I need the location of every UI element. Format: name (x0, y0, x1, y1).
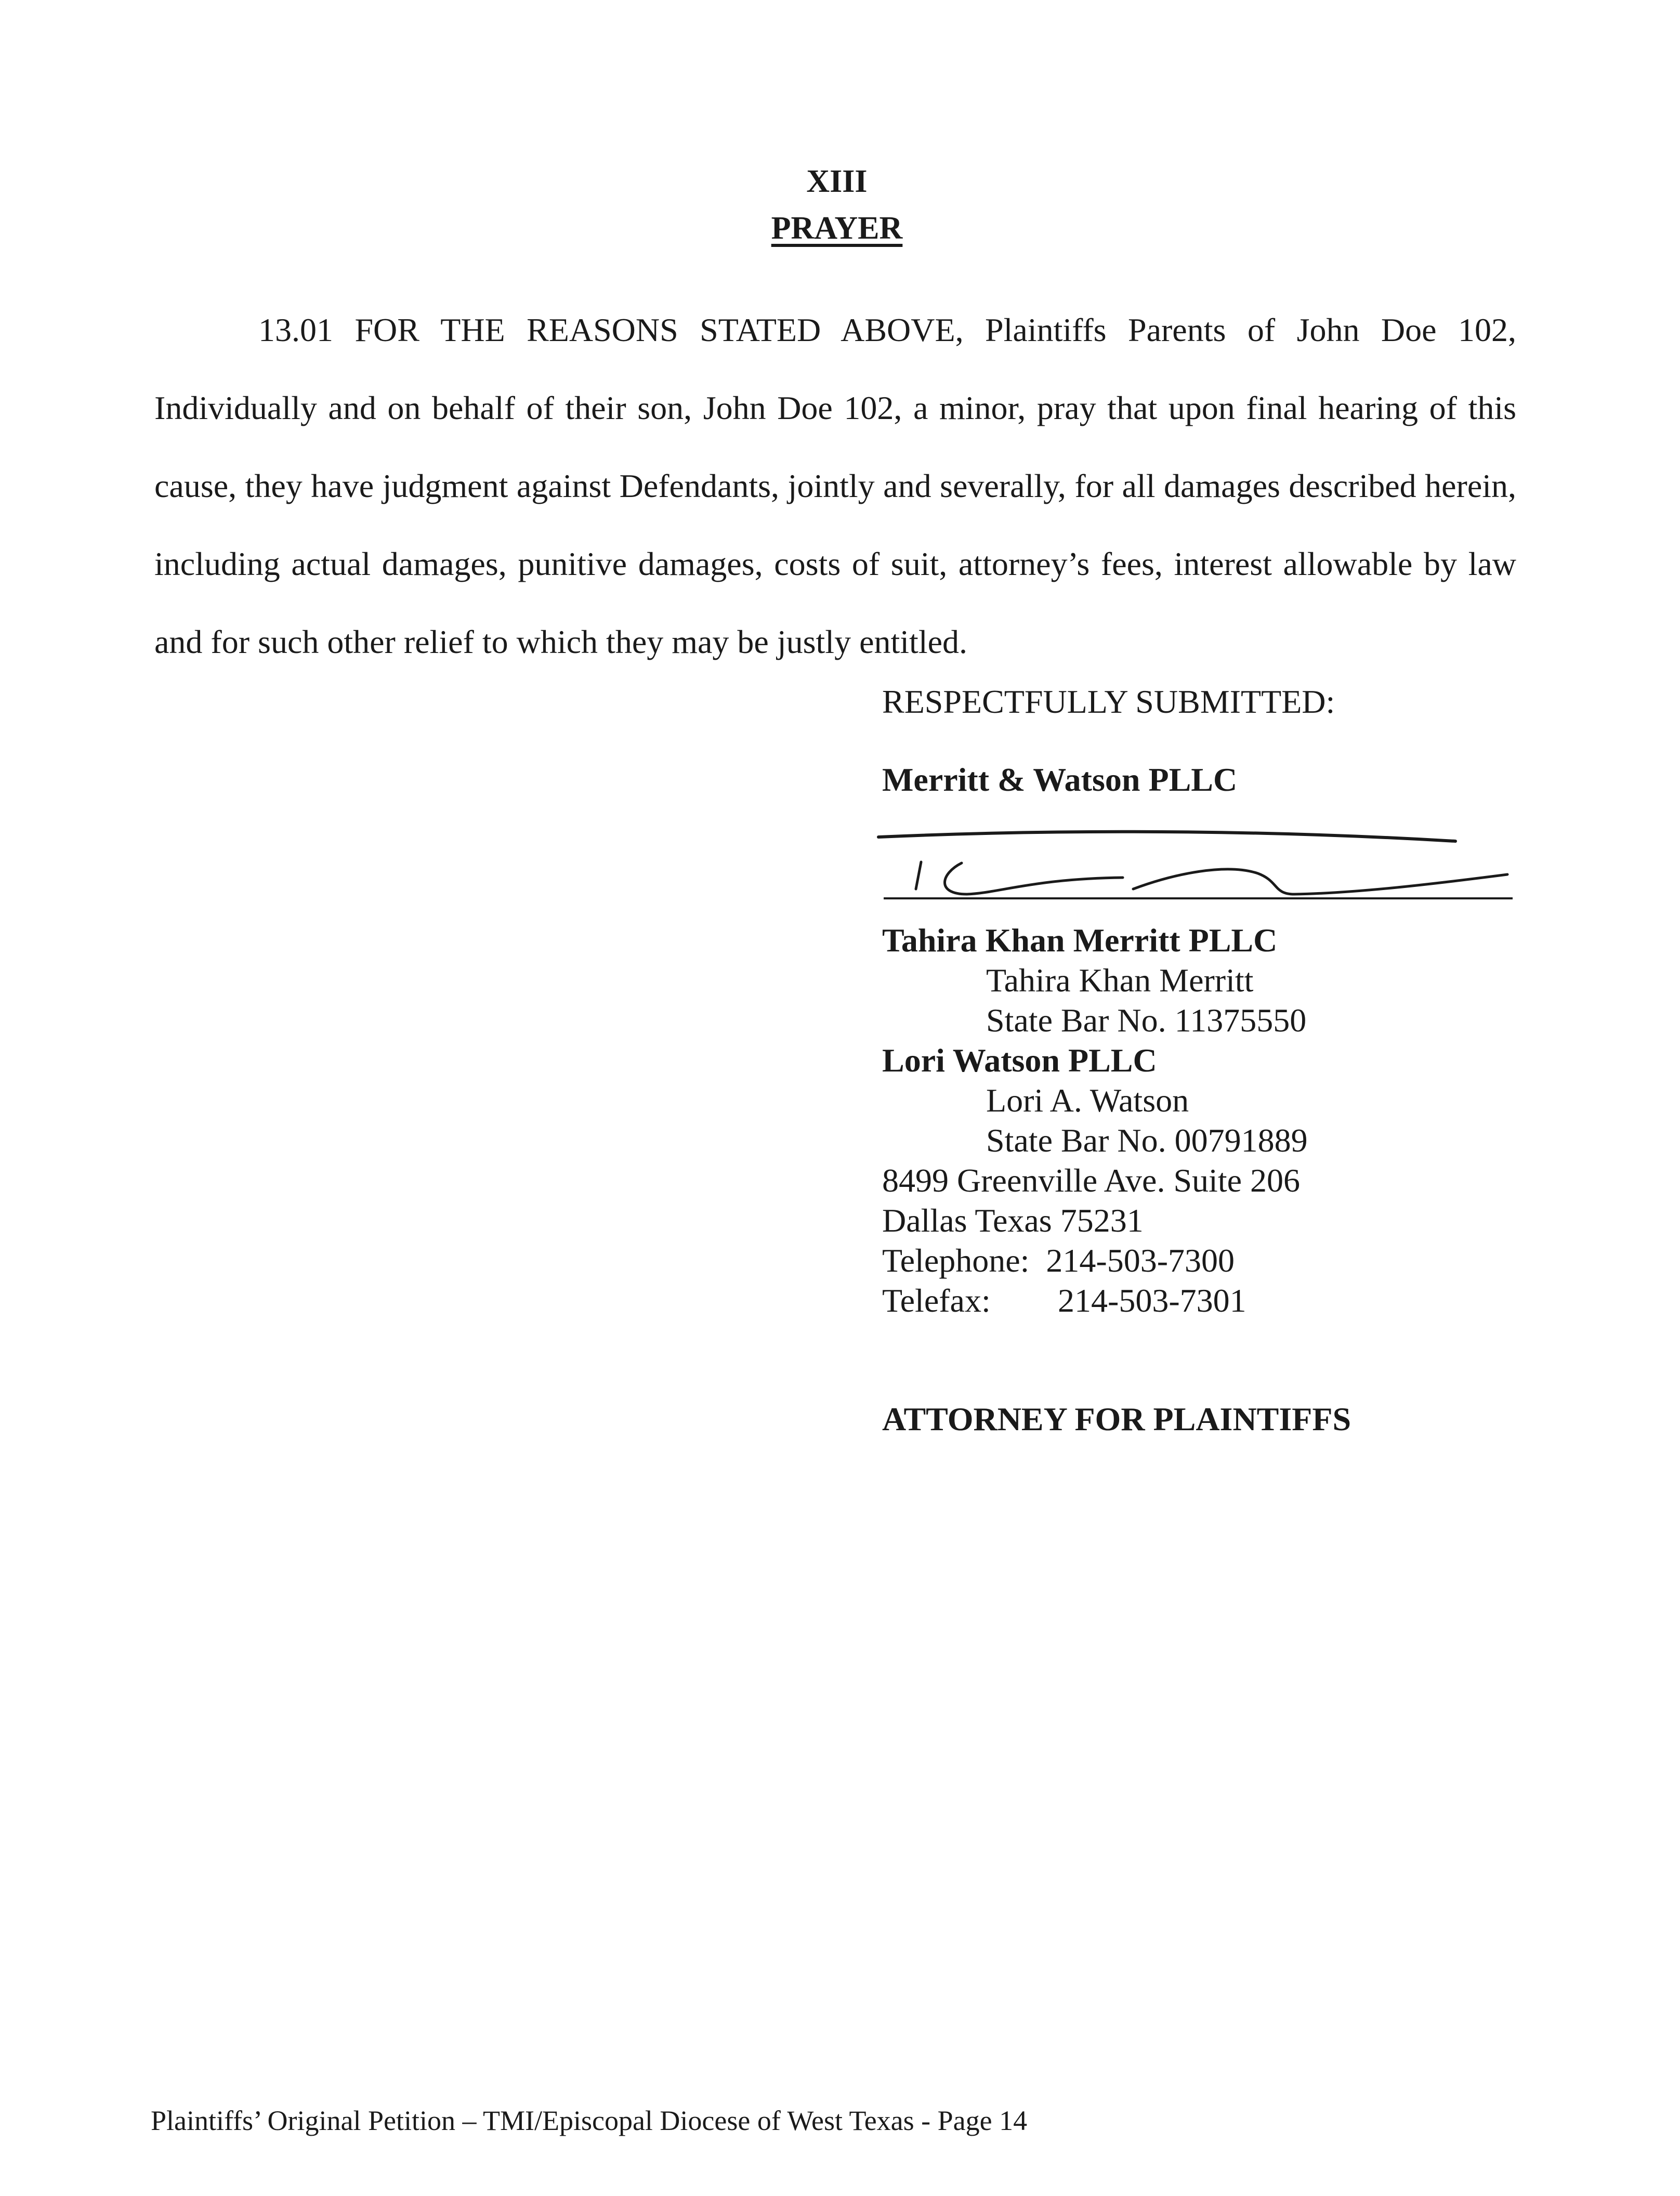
telefax-line (882, 1280, 1558, 1321)
attorney2-name: Lori A. Watson (986, 1082, 1189, 1119)
section-title: PRAYER (771, 211, 903, 246)
prayer-paragraph: 13.01 FOR THE REASONS STATED ABOVE, Plaintiffs Parents of John Doe 102, Individually and on behalf of their son, John Doe 102, a minor, pray that upon final hearing of this cause, they have judgment against Defendants, jointly and severally, for all damages described herein, including actual damages, punitive damages, costs of suit, attorney’s fees, interest allowable by law and for such other relief to which they may be justly entitled. (154, 311, 1516, 660)
closing-text: RESPECTFULLY SUBMITTED: (882, 683, 1335, 720)
telephone-label: Telephone: (882, 1242, 1030, 1279)
telefax-label: Telefax: (882, 1282, 991, 1319)
page-footer: Plaintiffs’ Original Petition – TMI/Episcopal Diocese of West Texas - Page 14 (151, 2105, 1028, 2136)
section-number: XIII (806, 164, 868, 199)
handwritten-signature (863, 816, 1533, 931)
attorney-contact-block (882, 920, 1558, 1321)
address-line-1: 8499 Greenville Ave. Suite 206 (882, 1162, 1300, 1199)
address-line-2: Dallas Texas 75231 (882, 1202, 1144, 1239)
attorney1-name: Tahira Khan Merritt (986, 962, 1254, 999)
firm1-name: Tahira Khan Merritt PLLC (882, 922, 1278, 959)
telephone-line (882, 1240, 1558, 1280)
telefax-number: 214-503-7301 (1058, 1282, 1246, 1319)
attorney-for-plaintiffs: ATTORNEY FOR PLAINTIFFS (882, 1401, 1351, 1437)
telephone-number: 214-503-7300 (1046, 1242, 1235, 1279)
attorney2-bar-number: State Bar No. 00791889 (986, 1122, 1308, 1159)
firm2-name: Lori Watson PLLC (882, 1042, 1157, 1079)
attorney1-bar-number: State Bar No. 11375550 (986, 1002, 1307, 1039)
firm-name: Merritt & Watson PLLC (882, 761, 1238, 798)
